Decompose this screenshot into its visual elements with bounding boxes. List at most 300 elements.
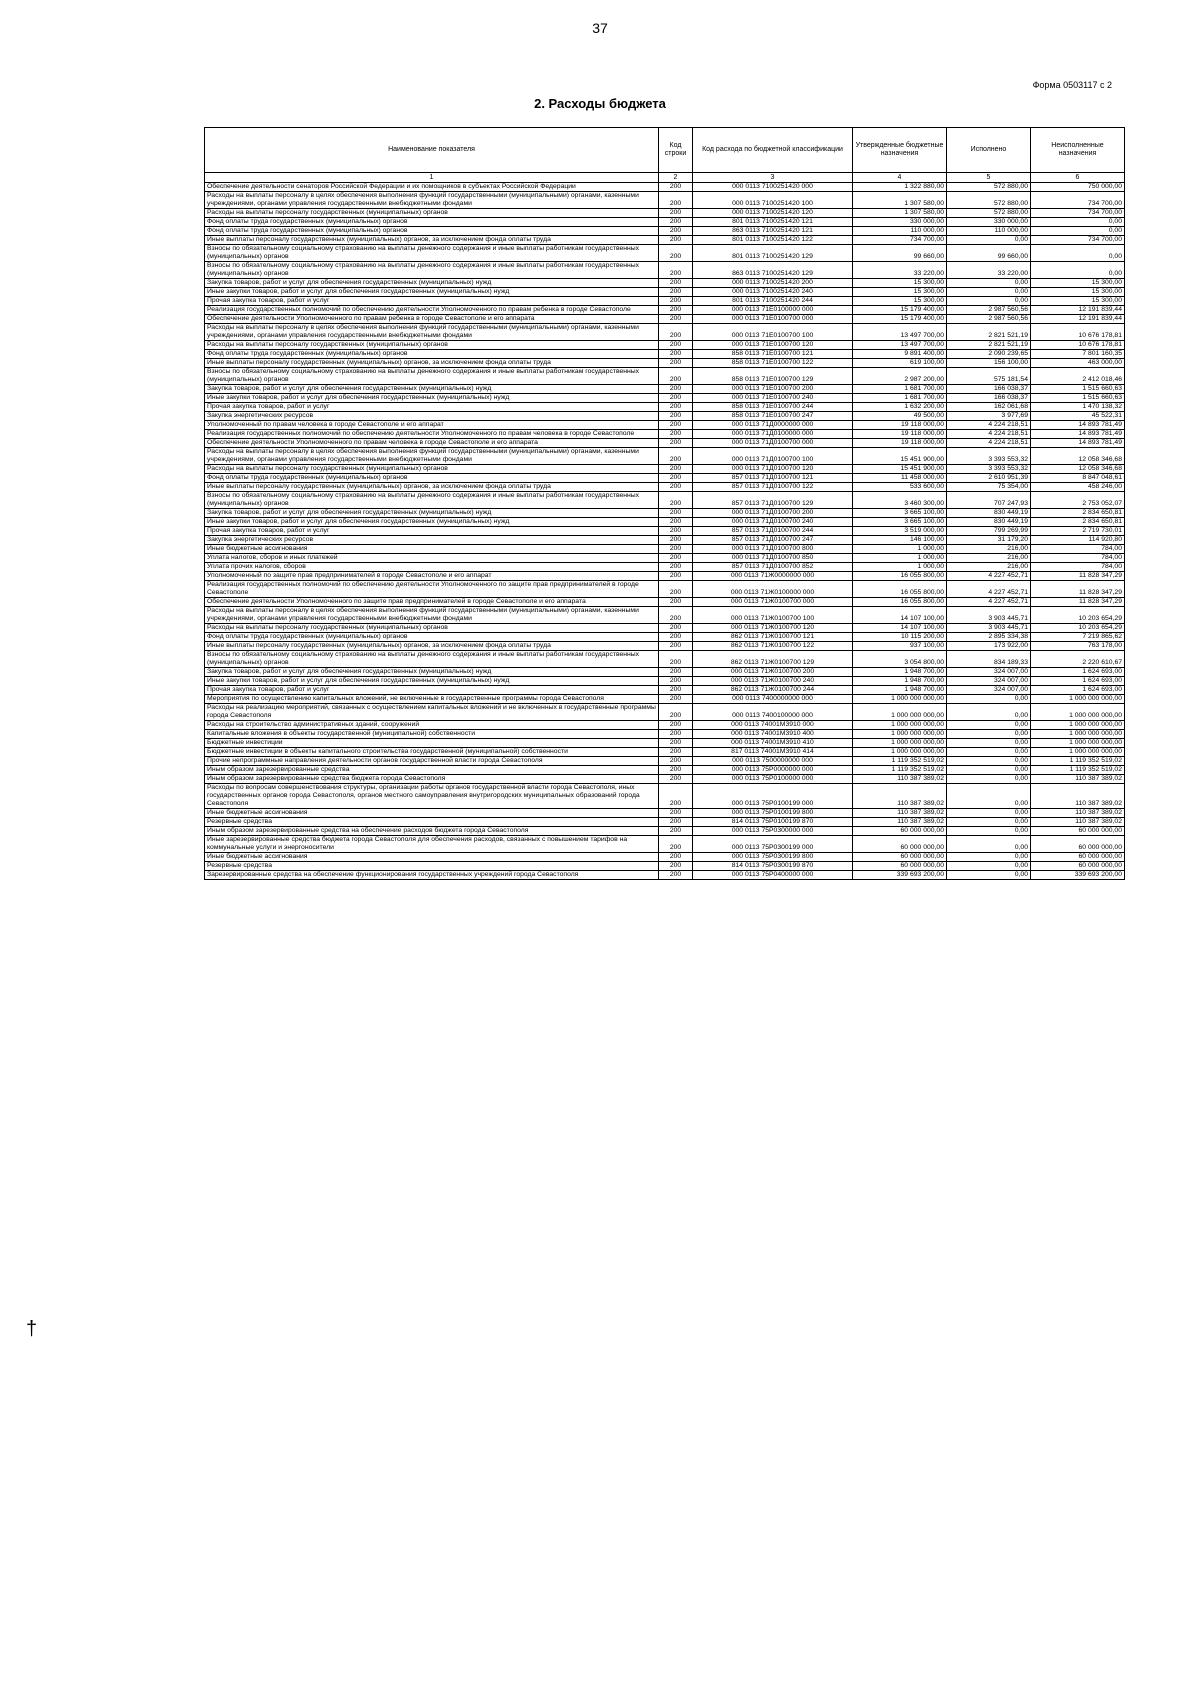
row-approved: 60 000 000,00 (853, 827, 947, 836)
row-unexecuted: 15 300,00 (1031, 297, 1125, 306)
table-row (205, 642, 1125, 651)
row-budget-code: 000 0113 7500000000 000 (693, 757, 853, 766)
row-executed: 75 354,00 (947, 483, 1031, 492)
row-approved: 3 054 800,00 (853, 651, 947, 668)
table-row (205, 183, 1125, 192)
row-budget-code: 858 0113 71Е0100700 244 (693, 403, 853, 412)
form-code: Форма 0503117 с 2 (1032, 80, 1112, 90)
row-line-code: 200 (659, 518, 693, 527)
row-line-code: 200 (659, 430, 693, 439)
row-approved: 1 681 700,00 (853, 385, 947, 394)
row-budget-code: 857 0113 71Д0100700 247 (693, 536, 853, 545)
row-name: Реализация государственных полномочий по обеспечению деятельности Уполномоченного по защите прав предпринимателей в городе Севастополе (205, 581, 659, 598)
row-approved: 1 000,00 (853, 554, 947, 563)
row-executed: 0,00 (947, 862, 1031, 871)
row-unexecuted: 7 801 160,35 (1031, 350, 1125, 359)
row-name: Фонд оплаты труда государственных (муниципальных) органов (205, 474, 659, 483)
table-row (205, 686, 1125, 695)
row-unexecuted: 0,00 (1031, 227, 1125, 236)
row-unexecuted: 1 000 000 000,00 (1031, 730, 1125, 739)
row-name: Прочие непрограммные направления деятельности органов государственной власти города Севастополя (205, 757, 659, 766)
row-budget-code: 000 0113 71Д0100700 240 (693, 518, 853, 527)
table-row (205, 492, 1125, 509)
row-approved: 2 987 200,00 (853, 368, 947, 385)
row-executed: 4 227 452,71 (947, 598, 1031, 607)
row-budget-code: 858 0113 71Е0100700 122 (693, 359, 853, 368)
row-budget-code: 000 0113 75Р0300199 000 (693, 836, 853, 853)
row-line-code: 200 (659, 862, 693, 871)
row-line-code: 200 (659, 209, 693, 218)
table-row (205, 677, 1125, 686)
row-executed: 0,00 (947, 279, 1031, 288)
row-unexecuted: 12 058 346,68 (1031, 448, 1125, 465)
row-approved: 3 460 300,00 (853, 492, 947, 509)
row-line-code: 200 (659, 227, 693, 236)
row-executed: 0,00 (947, 748, 1031, 757)
row-budget-code: 801 0113 7100251420 121 (693, 218, 853, 227)
row-budget-code: 000 0113 71Д0100700 800 (693, 545, 853, 554)
row-name: Закупка товаров, работ и услуг для обеспечения государственных (муниципальных) нужд (205, 509, 659, 518)
row-unexecuted: 734 700,00 (1031, 192, 1125, 209)
table-row (205, 704, 1125, 721)
row-unexecuted: 110 387 389,02 (1031, 809, 1125, 818)
row-unexecuted: 750 000,00 (1031, 183, 1125, 192)
row-line-code: 200 (659, 509, 693, 518)
row-budget-code: 000 0113 75Р0300199 800 (693, 853, 853, 862)
table-row (205, 218, 1125, 227)
row-line-code: 200 (659, 677, 693, 686)
row-approved: 1 681 700,00 (853, 394, 947, 403)
row-line-code: 200 (659, 306, 693, 315)
row-name: Фонд оплаты труда государственных (муниципальных) органов (205, 218, 659, 227)
row-line-code: 200 (659, 492, 693, 509)
row-approved: 13 497 700,00 (853, 324, 947, 341)
header-row (205, 128, 1125, 173)
table-row (205, 439, 1125, 448)
row-line-code: 200 (659, 218, 693, 227)
row-line-code: 200 (659, 871, 693, 880)
row-budget-code: 000 0113 71Д0000000 000 (693, 421, 853, 430)
row-line-code: 200 (659, 633, 693, 642)
row-budget-code: 000 0113 71Ж0100700 200 (693, 668, 853, 677)
row-executed: 572 880,00 (947, 209, 1031, 218)
row-executed: 0,00 (947, 818, 1031, 827)
row-approved: 1 000 000 000,00 (853, 730, 947, 739)
row-budget-code: 857 0113 71Д0100700 244 (693, 527, 853, 536)
row-unexecuted: 7 219 865,62 (1031, 633, 1125, 642)
row-approved: 99 660,00 (853, 245, 947, 262)
row-executed: 2 821 521,19 (947, 341, 1031, 350)
row-executed: 162 061,68 (947, 403, 1031, 412)
row-name: Иные закупки товаров, работ и услуг для обеспечения государственных (муниципальных) нужд (205, 677, 659, 686)
row-budget-code: 000 0113 71Е0100700 120 (693, 341, 853, 350)
row-executed: 2 821 521,19 (947, 324, 1031, 341)
table-row (205, 598, 1125, 607)
row-name: Иным образом зарезервированные средства (205, 766, 659, 775)
row-name: Расходы по вопросам совершенствования структуры, организации работы органов государственной власти города Севастополя, иных государственных органов города Севастополя, органов местного самоуправления внутригородских муниципальных образований города Севастополя (205, 784, 659, 809)
row-line-code: 200 (659, 668, 693, 677)
row-approved: 3 519 000,00 (853, 527, 947, 536)
row-line-code: 200 (659, 563, 693, 572)
row-executed: 3 903 445,71 (947, 624, 1031, 633)
row-budget-code: 862 0113 71Ж0100700 129 (693, 651, 853, 668)
row-unexecuted: 60 000 000,00 (1031, 827, 1125, 836)
row-budget-code: 862 0113 71Ж0100700 122 (693, 642, 853, 651)
row-budget-code: 000 0113 71Е0100700 100 (693, 324, 853, 341)
column-number: 4 (853, 173, 947, 183)
row-line-code: 200 (659, 757, 693, 766)
row-unexecuted: 14 893 781,49 (1031, 439, 1125, 448)
row-approved: 19 118 000,00 (853, 430, 947, 439)
row-approved: 533 600,00 (853, 483, 947, 492)
row-unexecuted: 114 920,80 (1031, 536, 1125, 545)
row-budget-code: 862 0113 71Ж0100700 121 (693, 633, 853, 642)
row-unexecuted: 1 000 000 000,00 (1031, 739, 1125, 748)
row-name: Уплата прочих налогов, сборов (205, 563, 659, 572)
row-name: Иным образом зарезервированные средства бюджета города Севастополя (205, 775, 659, 784)
row-approved: 3 665 100,00 (853, 518, 947, 527)
row-unexecuted: 14 893 781,49 (1031, 430, 1125, 439)
row-budget-code: 801 0113 7100251420 129 (693, 245, 853, 262)
row-unexecuted: 15 300,00 (1031, 279, 1125, 288)
row-executed: 2 090 239,65 (947, 350, 1031, 359)
row-approved: 16 055 800,00 (853, 572, 947, 581)
row-budget-code: 862 0113 71Ж0100700 244 (693, 686, 853, 695)
row-approved: 110 387 389,02 (853, 818, 947, 827)
row-line-code: 200 (659, 412, 693, 421)
row-approved: 1 307 580,00 (853, 192, 947, 209)
row-budget-code: 000 0113 71Е0100700 000 (693, 315, 853, 324)
header-unexecuted: Неисполненные назначения (1031, 128, 1125, 173)
table-row (205, 827, 1125, 836)
row-budget-code: 858 0113 71Е0100700 121 (693, 350, 853, 359)
row-name: Иные бюджетные ассигнования (205, 545, 659, 554)
row-unexecuted: 1 624 693,00 (1031, 677, 1125, 686)
row-approved: 1 948 700,00 (853, 668, 947, 677)
row-name: Закупка энергетических ресурсов (205, 412, 659, 421)
row-name: Прочая закупка товаров, работ и услуг (205, 686, 659, 695)
row-budget-code: 000 0113 7400000000 000 (693, 695, 853, 704)
row-line-code: 200 (659, 439, 693, 448)
row-executed: 4 227 452,71 (947, 581, 1031, 598)
row-budget-code: 857 0113 71Д0100700 122 (693, 483, 853, 492)
row-unexecuted: 2 719 730,01 (1031, 527, 1125, 536)
row-unexecuted: 110 387 389,02 (1031, 775, 1125, 784)
row-unexecuted: 1 470 138,32 (1031, 403, 1125, 412)
row-name: Расходы на выплаты персоналу в целях обеспечения выполнения функций государственными (муниципальными) органами, казенными учреждениями, органами управления государственными внебюджетными фондами (205, 192, 659, 209)
row-budget-code: 000 0113 71Ж0100700 100 (693, 607, 853, 624)
column-number: 6 (1031, 173, 1125, 183)
row-unexecuted: 763 178,00 (1031, 642, 1125, 651)
row-approved: 19 118 000,00 (853, 439, 947, 448)
row-budget-code: 801 0113 7100251420 244 (693, 297, 853, 306)
row-budget-code: 863 0113 7100251420 121 (693, 227, 853, 236)
row-approved: 1 000 000 000,00 (853, 704, 947, 721)
table-row (205, 297, 1125, 306)
row-line-code: 200 (659, 598, 693, 607)
row-budget-code: 000 0113 75Р0100000 000 (693, 775, 853, 784)
row-executed: 4 224 218,51 (947, 430, 1031, 439)
table-row (205, 536, 1125, 545)
row-executed: 2 987 560,56 (947, 315, 1031, 324)
row-line-code: 200 (659, 359, 693, 368)
row-executed: 4 224 218,51 (947, 439, 1031, 448)
row-executed: 0,00 (947, 827, 1031, 836)
row-unexecuted: 1 624 693,00 (1031, 668, 1125, 677)
table-row (205, 527, 1125, 536)
row-executed: 0,00 (947, 766, 1031, 775)
row-approved: 3 665 100,00 (853, 509, 947, 518)
row-approved: 60 000 000,00 (853, 853, 947, 862)
row-unexecuted: 12 191 839,44 (1031, 315, 1125, 324)
row-approved: 16 055 800,00 (853, 581, 947, 598)
row-line-code: 200 (659, 536, 693, 545)
table-row (205, 633, 1125, 642)
table-row (205, 474, 1125, 483)
row-executed: 2 610 951,39 (947, 474, 1031, 483)
row-approved: 14 107 100,00 (853, 624, 947, 633)
row-line-code: 200 (659, 403, 693, 412)
row-executed: 216,00 (947, 563, 1031, 572)
row-approved: 110 000,00 (853, 227, 947, 236)
row-budget-code: 000 0113 71Е0100000 000 (693, 306, 853, 315)
row-name: Мероприятия по осуществлению капитальных вложений, не включенные в государственные программы города Севастополя (205, 695, 659, 704)
row-budget-code: 000 0113 71Д0100700 200 (693, 509, 853, 518)
row-unexecuted: 60 000 000,00 (1031, 853, 1125, 862)
row-line-code: 200 (659, 262, 693, 279)
row-unexecuted: 1 515 660,63 (1031, 394, 1125, 403)
row-budget-code: 000 0113 7100251420 100 (693, 192, 853, 209)
row-budget-code: 858 0113 71Е0100700 247 (693, 412, 853, 421)
row-executed: 830 449,19 (947, 518, 1031, 527)
row-name: Расходы на выплаты персоналу в целях обеспечения выполнения функций государственными (муниципальными) органами, казенными учреждениями, органами управления государственными внебюджетными фондами (205, 607, 659, 624)
row-line-code: 200 (659, 474, 693, 483)
column-number: 1 (205, 173, 659, 183)
row-executed: 572 880,00 (947, 192, 1031, 209)
row-name: Фонд оплаты труда государственных (муниципальных) органов (205, 633, 659, 642)
row-line-code: 200 (659, 827, 693, 836)
row-executed: 324 007,00 (947, 686, 1031, 695)
row-approved: 1 322 880,00 (853, 183, 947, 192)
row-name: Взносы по обязательному социальному страхованию на выплаты денежного содержания и иные выплаты работникам государственных (муниципальных) органов (205, 651, 659, 668)
table-row (205, 227, 1125, 236)
table-row (205, 871, 1125, 880)
row-line-code: 200 (659, 279, 693, 288)
row-executed: 156 100,00 (947, 359, 1031, 368)
row-approved: 1 000 000 000,00 (853, 721, 947, 730)
row-executed: 0,00 (947, 784, 1031, 809)
table-row (205, 421, 1125, 430)
row-approved: 15 451 900,00 (853, 465, 947, 474)
row-line-code: 200 (659, 721, 693, 730)
table-row (205, 624, 1125, 633)
row-name: Обеспечение деятельности сенаторов Российской Федерации и их помощников в субъектах Российской Федерации (205, 183, 659, 192)
column-number: 5 (947, 173, 1031, 183)
row-name: Зарезервированные средства на обеспечение функционирования государственных учреждений города Севастополя (205, 871, 659, 880)
row-name: Уполномоченный по правам человека в городе Севастополе и его аппарат (205, 421, 659, 430)
row-name: Реализация государственных полномочий по обеспечению деятельности Уполномоченного по правам ребенка в городе Севастополе (205, 306, 659, 315)
row-approved: 339 693 200,00 (853, 871, 947, 880)
row-name: Уполномоченный по защите прав предпринимателей в городе Севастополе и его аппарат (205, 572, 659, 581)
row-name: Иные бюджетные ассигнования (205, 809, 659, 818)
table-row (205, 766, 1125, 775)
row-name: Иные зарезервированные средства бюджета города Севастополя для обеспечения расходов, связанных с повышением тарифов на коммунальные услуги и энергоносители (205, 836, 659, 853)
row-approved: 49 500,00 (853, 412, 947, 421)
row-budget-code: 801 0113 7100251420 122 (693, 236, 853, 245)
table-row (205, 518, 1125, 527)
row-name: Резервные средства (205, 862, 659, 871)
table-row (205, 315, 1125, 324)
row-budget-code: 000 0113 74001М3910 000 (693, 721, 853, 730)
table-row (205, 236, 1125, 245)
row-line-code: 200 (659, 368, 693, 385)
row-line-code: 200 (659, 572, 693, 581)
row-line-code: 200 (659, 236, 693, 245)
row-unexecuted: 1 000 000 000,00 (1031, 704, 1125, 721)
table-row (205, 784, 1125, 809)
row-name: Взносы по обязательному социальному страхованию на выплаты денежного содержания и иные выплаты работникам государственных (муниципальных) органов (205, 368, 659, 385)
row-unexecuted: 8 847 048,61 (1031, 474, 1125, 483)
row-budget-code: 000 0113 71Д0100700 120 (693, 465, 853, 474)
row-name: Расходы на выплаты персоналу в целях обеспечения выполнения функций государственными (муниципальными) органами, казенными учреждениями, органами управления государственными внебюджетными фондами (205, 324, 659, 341)
row-line-code: 200 (659, 350, 693, 359)
row-executed: 0,00 (947, 721, 1031, 730)
row-unexecuted: 2 412 018,46 (1031, 368, 1125, 385)
row-line-code: 200 (659, 748, 693, 757)
row-unexecuted: 45 522,31 (1031, 412, 1125, 421)
header-line: Код строки (659, 128, 693, 173)
row-unexecuted: 0,00 (1031, 245, 1125, 262)
row-executed: 110 000,00 (947, 227, 1031, 236)
row-unexecuted: 10 676 178,81 (1031, 324, 1125, 341)
row-unexecuted: 784,00 (1031, 545, 1125, 554)
row-line-code: 200 (659, 483, 693, 492)
row-unexecuted: 10 203 654,29 (1031, 607, 1125, 624)
table-row (205, 483, 1125, 492)
row-line-code: 200 (659, 818, 693, 827)
table-row (205, 192, 1125, 209)
row-approved: 1 000 000 000,00 (853, 739, 947, 748)
row-executed: 0,00 (947, 775, 1031, 784)
row-unexecuted: 14 893 781,49 (1031, 421, 1125, 430)
row-budget-code: 000 0113 74001М3910 410 (693, 739, 853, 748)
row-approved: 9 891 400,00 (853, 350, 947, 359)
row-line-code: 200 (659, 784, 693, 809)
row-budget-code: 000 0113 71Д0100000 000 (693, 430, 853, 439)
row-line-code: 200 (659, 324, 693, 341)
row-budget-code: 000 0113 71Д0100700 850 (693, 554, 853, 563)
row-budget-code: 000 0113 74001М3910 400 (693, 730, 853, 739)
table-row (205, 341, 1125, 350)
row-executed: 3 903 445,71 (947, 607, 1031, 624)
table-row (205, 509, 1125, 518)
row-approved: 1 632 200,00 (853, 403, 947, 412)
row-approved: 10 115 200,00 (853, 633, 947, 642)
row-executed: 330 000,00 (947, 218, 1031, 227)
row-executed: 575 181,54 (947, 368, 1031, 385)
row-name: Иные закупки товаров, работ и услуг для обеспечения государственных (муниципальных) нужд (205, 288, 659, 297)
row-line-code: 200 (659, 394, 693, 403)
row-name: Иные выплаты персоналу государственных (муниципальных) органов, за исключением фонда оплаты труда (205, 483, 659, 492)
row-approved: 1 000,00 (853, 545, 947, 554)
table-row (205, 368, 1125, 385)
row-unexecuted: 12 058 346,68 (1031, 465, 1125, 474)
row-unexecuted: 0,00 (1031, 262, 1125, 279)
row-line-code: 200 (659, 245, 693, 262)
table-row (205, 775, 1125, 784)
row-executed: 216,00 (947, 545, 1031, 554)
row-approved: 15 300,00 (853, 288, 947, 297)
row-approved: 15 300,00 (853, 297, 947, 306)
table-row (205, 668, 1125, 677)
row-unexecuted: 12 191 839,44 (1031, 306, 1125, 315)
row-executed: 0,00 (947, 836, 1031, 853)
row-approved: 33 220,00 (853, 262, 947, 279)
row-unexecuted: 339 693 200,00 (1031, 871, 1125, 880)
row-name: Обеспечение деятельности Уполномоченного по защите прав предпринимателей в городе Севастополе и его аппарата (205, 598, 659, 607)
column-number: 3 (693, 173, 853, 183)
row-budget-code: 857 0113 71Д0100700 852 (693, 563, 853, 572)
row-unexecuted: 11 828 347,29 (1031, 581, 1125, 598)
row-executed: 0,00 (947, 739, 1031, 748)
row-unexecuted: 1 624 693,00 (1031, 686, 1125, 695)
table-row (205, 836, 1125, 853)
table-row (205, 757, 1125, 766)
row-unexecuted: 11 828 347,29 (1031, 598, 1125, 607)
row-executed: 799 269,99 (947, 527, 1031, 536)
row-executed: 173 922,00 (947, 642, 1031, 651)
row-budget-code: 000 0113 75Р0100199 000 (693, 784, 853, 809)
row-approved: 16 055 800,00 (853, 598, 947, 607)
row-name: Расходы на выплаты персоналу государственных (муниципальных) органов (205, 465, 659, 474)
row-line-code: 200 (659, 607, 693, 624)
row-line-code: 200 (659, 554, 693, 563)
row-executed: 0,00 (947, 236, 1031, 245)
row-line-code: 200 (659, 421, 693, 430)
row-executed: 572 880,00 (947, 183, 1031, 192)
row-line-code: 200 (659, 695, 693, 704)
row-name: Резервные средства (205, 818, 659, 827)
row-executed: 2 987 560,56 (947, 306, 1031, 315)
row-approved: 15 300,00 (853, 279, 947, 288)
row-name: Иные бюджетные ассигнования (205, 853, 659, 862)
row-executed: 31 179,20 (947, 536, 1031, 545)
page-number: 37 (592, 20, 608, 36)
table-body (205, 183, 1125, 880)
row-name: Взносы по обязательному социальному страхованию на выплаты денежного содержания и иные выплаты работникам государственных (муниципальных) органов (205, 492, 659, 509)
row-unexecuted: 734 700,00 (1031, 209, 1125, 218)
row-budget-code: 817 0113 74001М3910 414 (693, 748, 853, 757)
row-name: Прочая закупка товаров, работ и услуг (205, 403, 659, 412)
table-row (205, 607, 1125, 624)
row-budget-code: 000 0113 71Ж0100700 000 (693, 598, 853, 607)
row-line-code: 200 (659, 642, 693, 651)
row-name: Взносы по обязательному социальному страхованию на выплаты денежного содержания и иные выплаты работникам государственных (муниципальных) органов (205, 245, 659, 262)
row-approved: 110 387 389,02 (853, 775, 947, 784)
table-row (205, 545, 1125, 554)
row-budget-code: 000 0113 71Е0100700 240 (693, 394, 853, 403)
row-budget-code: 000 0113 71Д0100700 000 (693, 439, 853, 448)
row-name: Расходы на выплаты персоналу в целях обеспечения выполнения функций государственными (муниципальными) органами, казенными учреждениями, органами управления государственными внебюджетными фондами (205, 448, 659, 465)
row-executed: 0,00 (947, 297, 1031, 306)
table-row (205, 245, 1125, 262)
table-row (205, 412, 1125, 421)
row-budget-code: 000 0113 75Р0000000 000 (693, 766, 853, 775)
row-name: Бюджетные инвестиции (205, 739, 659, 748)
row-approved: 14 107 100,00 (853, 607, 947, 624)
table-row (205, 748, 1125, 757)
row-approved: 1 000 000 000,00 (853, 748, 947, 757)
